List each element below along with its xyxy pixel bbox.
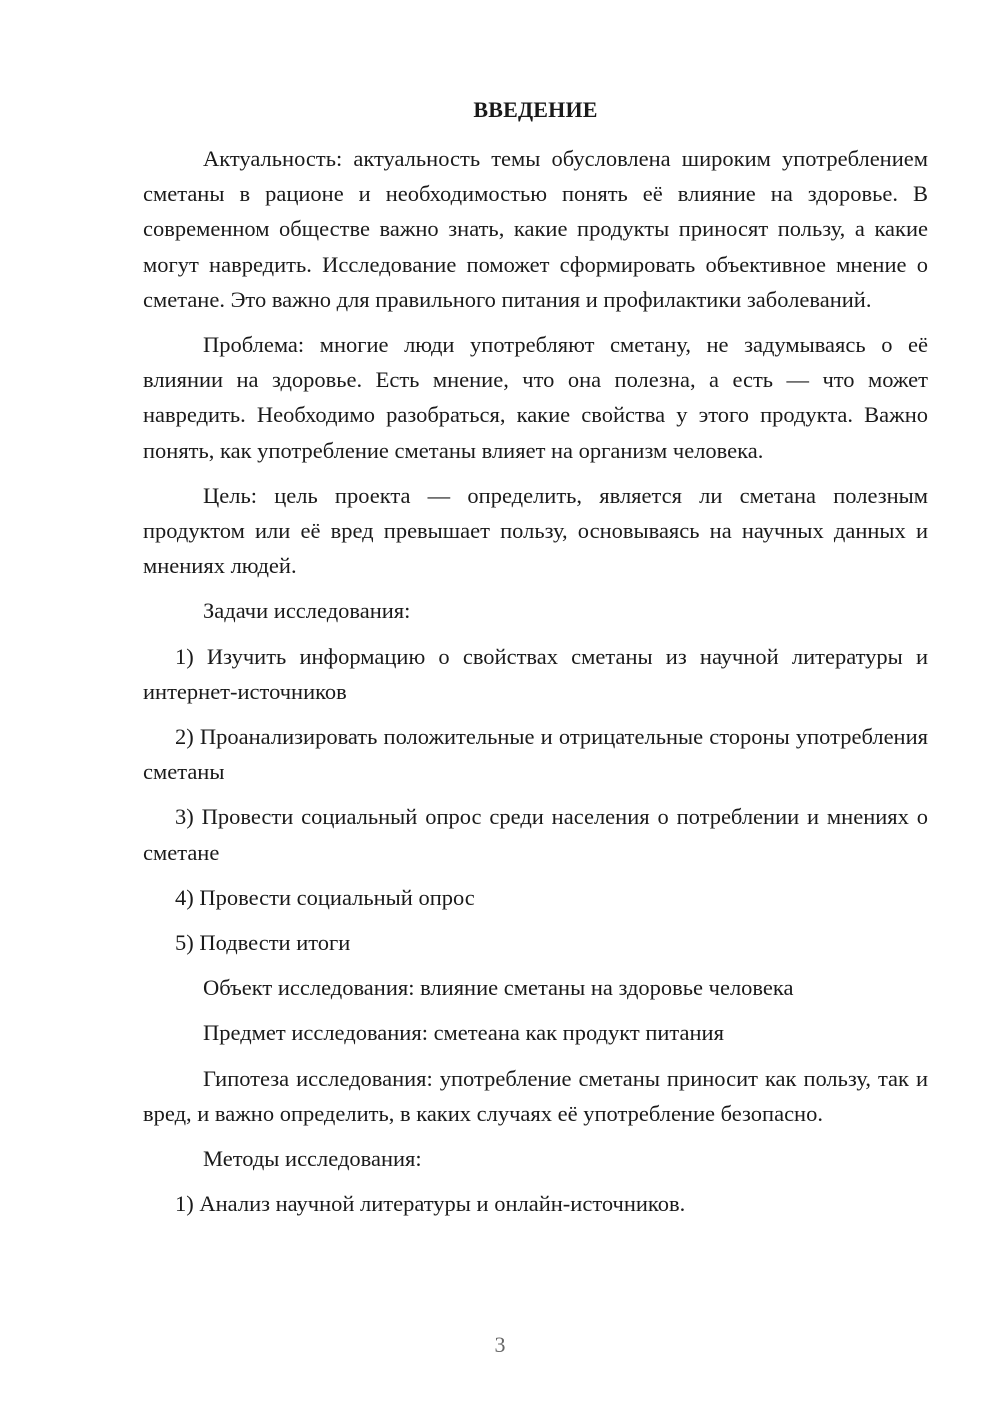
- hypothesis-paragraph: Гипотеза исследования: употребление сметаны приносит как пользу, так и вред, и важно определить, в каких случаях её употребление безопасно.: [143, 1065, 928, 1126]
- task-item-5: 5) Подвести итоги: [175, 930, 351, 956]
- subject-paragraph: Предмет исследования: сметеана как продукт питания: [203, 1020, 724, 1046]
- methods-heading: Методы исследования:: [203, 1146, 422, 1172]
- relevance-paragraph: Актуальность: актуальность темы обусловлена широким употреблением сметаны в рационе и необходимостью понять её влияние на здоровье. В современном обществе важно знать, какие продукты приносят пользу, а какие могут навредить. Исследование поможет сформировать объективное мнение о сметане. Это важно для правильного питания и профилактики заболеваний.: [143, 146, 928, 312]
- page-title: ВВЕДЕНИЕ: [473, 97, 598, 122]
- task-item-3: 3) Провести социальный опрос среди населения о потреблении и мнениях о сметане: [143, 804, 928, 865]
- object-paragraph: Объект исследования: влияние сметаны на здоровье человека: [203, 975, 794, 1001]
- method-item-1: 1) Анализ научной литературы и онлайн-источников.: [175, 1191, 686, 1217]
- goal-paragraph: Цель: цель проекта — определить, является ли сметана полезным продуктом или её вред превышает пользу, основываясь на научных данных и мнениях людей.: [143, 482, 928, 579]
- task-item-4: 4) Провести социальный опрос: [175, 884, 475, 910]
- page-number: 3: [494, 1332, 506, 1357]
- task-item-1: 1) Изучить информацию о свойствах сметаны из научной литературы и интернет-источников: [143, 643, 928, 704]
- tasks-heading: Задачи исследования:: [203, 598, 411, 624]
- task-item-2: 2) Проанализировать положительные и отрицательные стороны употребления сметаны: [143, 724, 928, 785]
- document-page: [143, 96, 928, 1231]
- problem-paragraph: Проблема: многие люди употребляют сметану, не задумываясь о её влиянии на здоровье. Есть мнение, что она полезна, а есть — что может навредить. Необходимо разобраться, какие свойства у этого продукта. Важно понять, как употребление сметаны влияет на организм человека.: [143, 332, 928, 463]
